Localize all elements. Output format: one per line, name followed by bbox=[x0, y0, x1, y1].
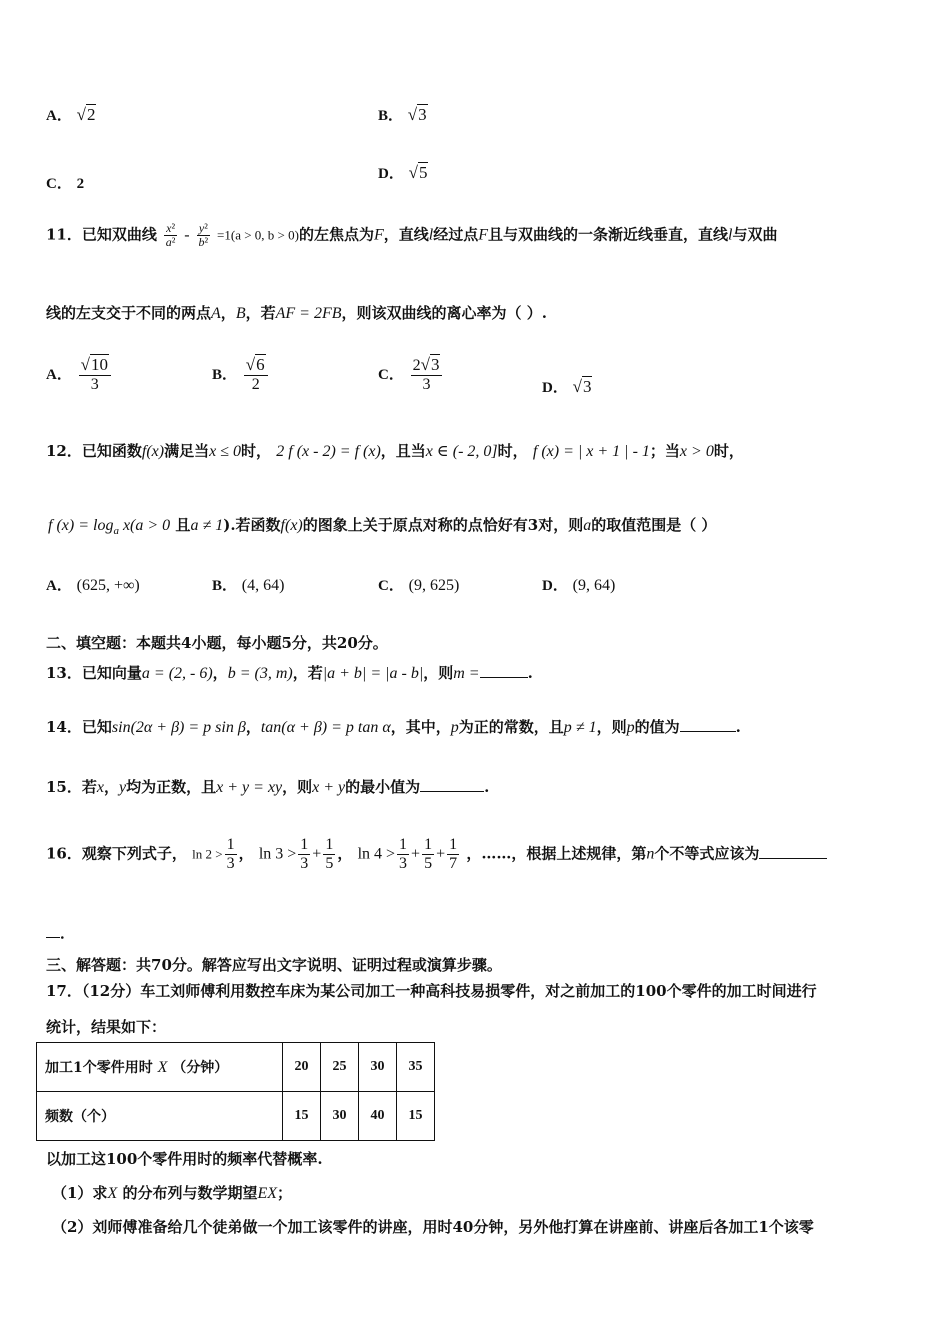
q10-option-b: B． √3 bbox=[378, 105, 427, 124]
q17-part-2: （2）刘师傅准备给几个徒弟做一个加工该零件的讲座，用时40分钟，另外他打算在讲座前、讲座后各加工1个该零 bbox=[52, 1218, 814, 1236]
q17-intro: 17．（12分）车工刘师傅利用数控车床为某公司加工一种高科技易损零件，对之前加工的100个零件的加工时间进行 bbox=[46, 982, 817, 1000]
q11-stem-line2: 线的左支交于不同的两点A，B，若AF = 2FB，则该双曲线的离心率为（ ）. bbox=[46, 304, 547, 322]
table-header-cell: 加工1个零件用时 X （分钟） bbox=[37, 1043, 283, 1092]
sqrt: √5 bbox=[408, 163, 428, 182]
table-cell: 30 bbox=[359, 1043, 397, 1092]
q12-option-b: B． (4, 64) bbox=[212, 577, 285, 594]
q12-option-d: D． (9, 64) bbox=[542, 577, 616, 594]
q17-after-table: 以加工这100个零件用时的频率代替概率. bbox=[46, 1150, 323, 1168]
sqrt: √3 bbox=[407, 105, 427, 124]
table-cell: 40 bbox=[359, 1092, 397, 1141]
answer-blank bbox=[420, 791, 484, 792]
table-cell: 25 bbox=[321, 1043, 359, 1092]
table-cell: 15 bbox=[283, 1092, 321, 1141]
section-3-heading: 三、解答题：共70分。解答应写出文字说明、证明过程或演算步骤。 bbox=[46, 956, 502, 974]
q17-part-1: （1）求X 的分布列与数学期望EX； bbox=[52, 1184, 293, 1202]
table-row bbox=[37, 1092, 435, 1141]
table-row bbox=[37, 1043, 435, 1092]
q11-option-c: C． $\frac{2√3}{3}$ bbox=[378, 356, 444, 394]
q10-option-c: C． 2 bbox=[46, 176, 85, 192]
q11-option-a: A． $\frac{√10}{3}$ bbox=[46, 356, 113, 394]
section-2-heading: 二、填空题：本题共4小题，每小题5分，共20分。 bbox=[46, 634, 388, 652]
q17-intro-2: 统计，结果如下： bbox=[46, 1018, 167, 1036]
table-cell: 15 bbox=[397, 1092, 435, 1141]
q12-stem-line2: f $(x) = \log_a x(a > 0$ 且a ≠ 1).若函数f(x)的图象上关于原点对称的点恰好有3对，则a的取值范围是（ ） bbox=[48, 516, 717, 537]
table-header-cell: 频数（个） bbox=[37, 1092, 283, 1141]
answer-blank bbox=[680, 731, 736, 732]
answer-blank bbox=[46, 937, 60, 938]
sqrt: √2 bbox=[76, 105, 96, 124]
hyperbola-x-term: $\frac{\text{x²}}{\text{a²}}$ bbox=[165, 221, 176, 249]
table-cell: 20 bbox=[283, 1043, 321, 1092]
q15: 15．若x，y均为正数，且x + y = xy，则x + y的最小值为 . bbox=[46, 778, 490, 796]
q10-option-a: A． √2 bbox=[46, 105, 96, 124]
q16-continuation: ． bbox=[46, 922, 75, 943]
q13: 13．已知向量a = (2, - 6)，b = (3, m)，若|a + b| = |a - b|，则m = . bbox=[46, 664, 533, 682]
q12-option-c: C． (9, 625) bbox=[378, 577, 460, 594]
answer-blank bbox=[759, 858, 827, 859]
q12-option-a: A． (625, +∞) bbox=[46, 577, 140, 594]
q12-stem-line1: 12．已知函数f(x)满足当x ≤ 0时， 2 f (x - 2) = f (x)，且当x ∈ (- 2, 0]时， f (x) = | x + 1 | - 1；当x > 0时， bbox=[46, 442, 744, 460]
q17-frequency-table bbox=[36, 1042, 435, 1141]
hyperbola-y-term: $\frac{\text{y²}}{\text{b²}}$ bbox=[198, 221, 209, 249]
q11-option-b: B． $\frac{√6}{2}$ bbox=[212, 356, 270, 394]
q11-option-d: D． √3 bbox=[542, 377, 592, 396]
q11-stem-line1: 11．已知双曲线 $\frac{\text{x²}}{\text{a²}}$ - $\frac{\text{y²}}{\text{b²}}$ =1(a > 0, b > 0)的左焦点为F，直线l经过点F且与双曲线的一条渐近线垂直，直线l与双曲 bbox=[46, 221, 778, 249]
table-cell: 35 bbox=[397, 1043, 435, 1092]
answer-blank bbox=[480, 677, 528, 678]
q14: 14．已知sin(2α + β) = p sin β，tan(α + β) = p tan α，其中，p为正的常数，且p ≠ 1，则p的值为 . bbox=[46, 718, 741, 736]
table-cell: 30 bbox=[321, 1092, 359, 1141]
q16: 16．观察下列式子， ln 2 > $\frac{1}{3}$ ， ln 3 > $\frac{1}{3}$ + $\frac{1}{5}$ ， ln 4 > $\frac{1}{3}$ + $\frac{1}{5}$ + $\frac{1}{7}$ ，……，根据上述规律，第n个不等式应该为 bbox=[46, 836, 827, 873]
q10-option-d: D． √5 bbox=[378, 163, 428, 182]
